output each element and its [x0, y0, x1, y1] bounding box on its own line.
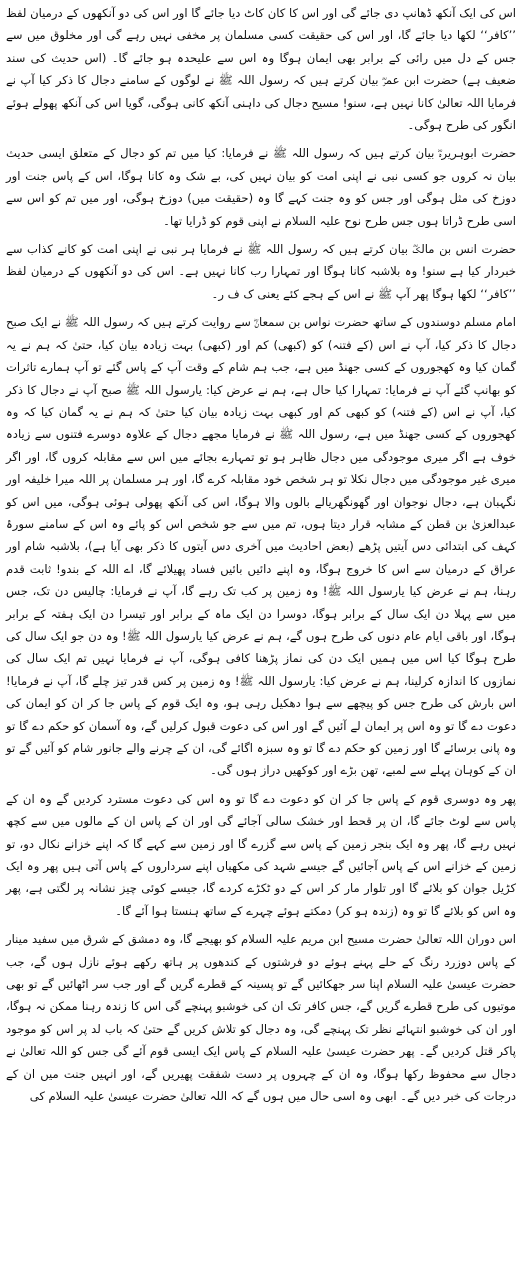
paragraph-nawwas-bin-saman: امام مسلم دوسندوں کے ساتھ حضرت نواس بن سمعانؓ سے روایت کرتے ہیں کہ رسول اللہ ﷺ نے ایک صبح دجال کا ذکر کیا، آپ نے اس (کے فتنہ) کو (کبھی) کم اور (کبھی) بہت زیادہ بیان کیا، حتیٰ کہ ہم نے یہ گمان کیا وہ کھجوروں کے کسی جھنڈ میں ہے، جب ہم شام کے وقت آپ کے پاس گئے تو آپ ہمارے تاثرات کو بھانپ گئے آپ نے فرمایا: تمہارا کیا حال ہے، ہم نے عرض کیا: یارسول اللہ ﷺ صبح آپ نے دجال کا ذکر کیا، آپ نے اس (کے فتنہ) کو کبھی کم اور کبھی بہت زیادہ بیان کیا حتیٰ کہ ہم نے یہ گمان کیا کہ وہ کھجوروں کے کسی جھنڈ میں ہے، رسول اللہ ﷺ نے فرمایا مجھے دجال کے علاوہ دوسرے فتنوں سے زیادہ خوف ہے اگر میری موجودگی میں دجال ظاہر ہو تو تمہارے بجائے میں اس سے مقابلہ کروں گا، اور اگر میری غیر موجودگی میں دجال نکلا تو ہر شخص خود مقابلہ کرے گا، اور ہر مسلمان پر اللہ میرا خلیفہ اور نگہبان ہے، دجال نوجوان اور گھونگھریالے بالوں والا ہوگا، اس کی آنکھ پھولی ہوئی ہوگی، میں اس کو عبدالعزیٰ بن قطن کے مشابہ قرار دیتا ہوں، تم میں سے جو شخص اس کو پائے وہ اس کے سامنے سورۂ کہف کی ابتدائی دس آیتیں پڑھے (بعض احادیث میں آخری دس آیتوں کا ذکر بھی آیا ہے)، بلاشبہ شام اور عراق کے درمیان سے اس کا خروج ہوگا، وہ اپنے دائیں بائیں فساد پھیلائے گا، اے اللہ کے بندو! ثابت قدم رہنا، ہم نے عرض کیا یارسول اللہ ﷺ! وہ زمین پر کب تک رہے گا، آپ نے فرمایا: چالیس دن تک، جس میں سے پہلا دن ایک سال کے برابر ہوگا، دوسرا دن ایک ماہ کے برابر اور تیسرا دن ایک ہفتہ کے برابر ہوگا، اور باقی ایام عام دنوں کی طرح ہوں گے، ہم نے عرض کیا یارسول اللہ ﷺ! وہ دن جو ایک سال کی طرح ہوگا کیا اس میں ہمیں ایک دن کی نماز پڑھنا کافی ہوگی، آپ نے فرمایا نہیں تم ایک سال کی نمازوں کا اندازہ کرلینا، ہم نے عرض کیا: یارسول اللہ ﷺ! وہ زمین پر کس قدر تیز چلے گا، آپ نے فرمایا! اس بارش کی طرح جس کو پیچھے سے ہوا دھکیل رہی ہو، وہ ایک قوم کے پاس جا کر ان کو ایمان کی دعوت دے گا تو وہ اس پر ایمان لے آئیں گے اور اس کی دعوت قبول کرلیں گے، وہ آسمان کو حکم دے گا تو وہ پانی برسائے گا اور زمین کو حکم دے گا تو وہ سبزہ اگائے گی، ان کے چرنے والے جانور شام کو آئیں گے تو ان کے کوہان پہلے سے لمبے، تھن بڑے اور کوکھیں دراز ہوں گی۔ [6, 315, 516, 778]
paragraph-anas-bin-malik: حضرت انس بن مالکؓ بیان کرتے ہیں کہ رسول اللہ ﷺ نے فرمایا ہر نبی نے اپنی امت کو کانے کذاب سے خبردار کیا ہے سنو! وہ بلاشبہ کانا ہوگا اور تمہارا رب کانا نہیں ہے۔ اس کی دو آنکھوں کے درمیان لفظ ’’کافر‘‘ لکھا ہوگا پھر آپ ﷺ نے اس کے ہجے کئے یعنی ک ف ر۔ [6, 242, 516, 301]
paragraph-descent-of-isa: اس دوران اللہ تعالیٰ حضرت مسیح ابن مریم علیہ السلام کو بھیجے گا، وہ دمشق کے شرق میں سفید مینار کے پاس دوزرد رنگ کے حلے پہنے ہوئے دو فرشتوں کے کندھوں پر ہاتھ رکھے ہوئے نازل ہوں گے، جب حضرت عیسیٰ علیہ السلام اپنا سر جھکائیں گے تو پسینہ کے قطرے گریں گے اور جب سر اٹھائیں گے تو بھی موتیوں کی طرح قطرے گریں گے، جس کافر تک ان کی خوشبو پہنچے گی اس کا زندہ رہنا ممکن نہ ہوگا، اور ان کی خوشبو انتہائے نظر تک پہنچے گی، وہ دجال کو تلاش کریں گے حتیٰ کہ باب لد پر اس کو موجود پاکر قتل کردیں گے۔ پھر حضرت عیسیٰ علیہ السلام کے پاس ایک ایسی قوم آئے گی جس کو اللہ تعالیٰ نے دجال سے محفوظ رکھا ہوگا، وہ ان کے چہروں پر دست شفقت پھیریں گے، اور انہیں جنت میں ان کے درجات کی خبر دیں گے۔ ابھی وہ اسی حال میں ہوں گے کہ اللہ تعالیٰ حضرت عیسیٰ علیہ السلام کی [6, 932, 516, 1104]
paragraph-abu-hurairah: حضرت ابوہریرہؓ بیان کرتے ہیں کہ رسول اللہ ﷺ نے فرمایا: کیا میں تم کو دجال کے متعلق ایسی حدیث بیان نہ کروں جو کسی نبی نے اپنی امت کو بیان نہیں کی، بے شک وہ کانا ہوگا، اس کے پاس جنت اور دوزخ کی مثل ہوگی اور جس کو وہ جنت کہے گا وہ (حقیقت میں) دوزخ ہوگی، اور میں تم کو اس سے اسی طرح ڈراتا ہوں جس طرح نوح علیہ السلام نے اپنی قوم کو ڈرایا تھا۔ [6, 146, 516, 228]
paragraph-second-people: پھر وہ دوسری قوم کے پاس جا کر ان کو دعوت دے گا تو وہ اس کی دعوت مسترد کردیں گے وہ ان کے پاس سے لوٹ جائے گا، ان پر قحط اور خشک سالی آجائے گی اور ان کے پاس ان کے مالوں میں سے کچھ نہیں رہے گا، پھر وہ ایک بنجر زمین کے پاس سے گزرے گا اور زمین سے کہے گا کہ اپنے خزانے نکال دو، تو زمین کے خزانے اس کے پاس آجائیں گے جیسے شہد کی مکھیاں اپنے سرداروں کے پاس آتی ہیں پھر وہ ایک کڑیل جوان کو بلائے گا اور تلوار مار کر اس کے دو ٹکڑے کردے گا، جیسے کوئی چیز نشانہ پر لگتی ہے، پھر وہ اس کو بلائے گا تو وہ (زندہ ہو کر) دمکتے ہوئے چہرے کے ساتھ ہنستا ہوا آئے گا۔ [6, 791, 516, 918]
paragraph-dajjal-eye: اس کی ایک آنکھ ڈھانپ دی جائے گی اور اس کا کان کاٹ دیا جائے گا اور اس کی دو آنکھوں کے درمیان لفظ ’’کافر‘‘ لکھا دیا جائے گا، اور اس کی حقیقت کسی مسلمان پر مخفی نہیں رہے گی اور مخلوق میں سے جس کے دل میں رائی کے برابر بھی ایمان ہوگا وہ اس سے علیحدہ ہو جائے گا۔ (اس حدیث کی سند ضعیف ہے) حضرت ابن عمرؓ بیان کرتے ہیں کہ رسول اللہ ﷺ نے لوگوں کے سامنے دجال کا ذکر کیا آپ نے فرمایا اللہ تعالیٰ کانا نہیں ہے، سنو! مسیح دجال کی داہنی آنکھ کانی ہوگی، گویا اس کی آنکھ پھولے ہوئے انگور کی طرح ہوگی۔ [6, 6, 516, 133]
